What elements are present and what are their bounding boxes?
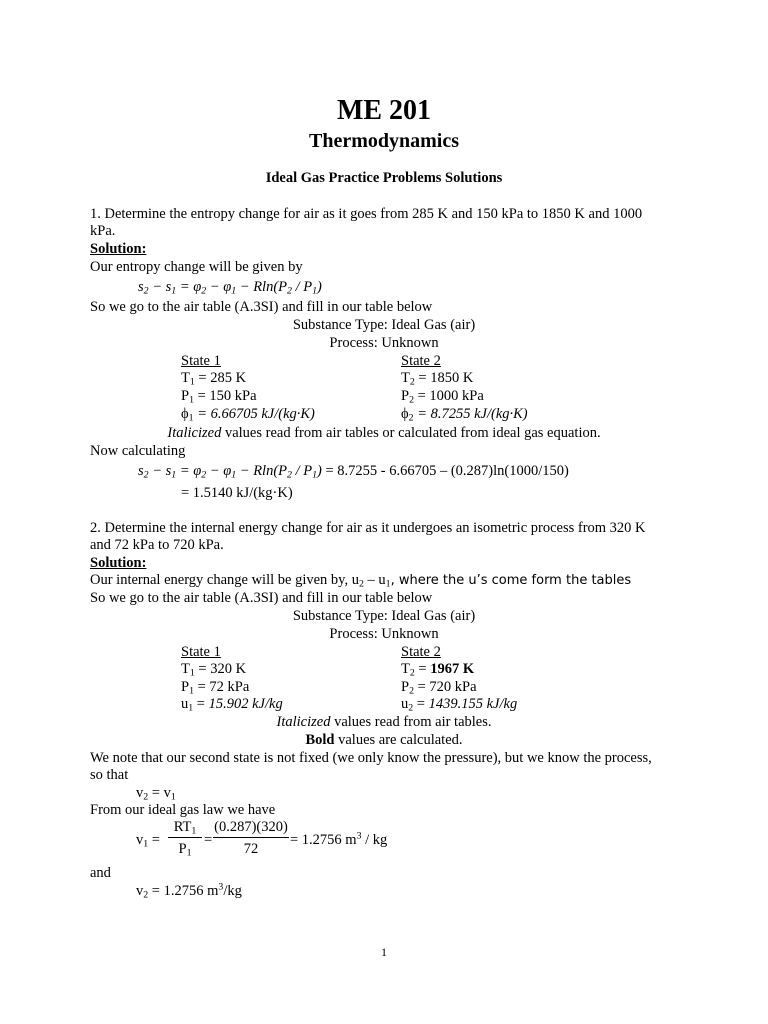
v1-equals: =	[204, 832, 213, 848]
problem1-process: Process: Unknown	[329, 335, 439, 351]
problem2-v2-equation: $v_2 = 1.2756$ $m^3/kg$	[136, 881, 242, 901]
problem1-table-intro: So we go to the air table (A.3SI) and fill in our table below	[90, 299, 433, 315]
course-title: ME 201	[336, 95, 432, 126]
v1-fraction-numeric: (0.287)(320) 72	[214, 819, 288, 857]
problem2-volume-equality: $v_2 = v_1$	[136, 785, 176, 803]
problem2-state2-temperature: $T_2 = 1967$ K	[401, 661, 475, 679]
problem2-state2-internal-energy: $u_2 = 1439.155$ kJ/kg	[401, 696, 518, 714]
v1-result: = 1.2756 $m^3$ / kg	[290, 830, 388, 848]
problem2-note-line2: so that	[90, 767, 129, 783]
problem2-solution-label: Solution:	[90, 555, 147, 571]
problem2-table-intro: So we go to the air table (A.3SI) and fill in our table below	[90, 590, 433, 606]
problem1-intro: Our entropy change will be given by	[90, 259, 303, 275]
problem1-substance-type: Substance Type: Ideal Gas (air)	[292, 317, 476, 333]
v1-fraction-symbolic: $RT_1$ $P_1$	[168, 820, 202, 856]
problem2-state2-pressure: $P_2 = 720$ kPa	[401, 679, 477, 697]
document-title: Ideal Gas Practice Problems Solutions	[265, 170, 503, 186]
problem2-statement-line1: 2. Determine the internal energy change for air as it undergoes an isometric process from 320 K	[90, 520, 646, 536]
problem1-state2-pressure: $P_2 = 1000$ kPa	[401, 388, 484, 406]
problem2-substance-type: Substance Type: Ideal Gas (air)	[292, 608, 476, 624]
v1-lhs: $v_1$ =	[136, 832, 160, 850]
problem2-process: Process: Unknown	[329, 626, 439, 642]
problem1-state2-temperature: $T_2 = 1850$ K	[401, 370, 474, 388]
problem1-state1-heading: State 1	[181, 353, 221, 369]
page-number: 1	[381, 945, 387, 959]
problem2-intro: Our internal energy change will be given by, $u_2 - u_1$, where the u’s come form the tables	[90, 572, 632, 590]
problem2-bold-note: Bold values are calculated.	[305, 732, 463, 748]
problem2-state1-heading: State 1	[181, 644, 221, 660]
problem2-state1-internal-energy: $u_1 = 15.902$ kJ/kg	[181, 696, 283, 714]
problem1-italic-note: Italicized values read from air tables or calculated from ideal gas equation.	[167, 425, 601, 441]
problem1-solution-label: Solution:	[90, 241, 147, 257]
problem2-state1-temperature: $T_1 = 320$ K	[181, 661, 247, 679]
problem1-state2-heading: State 2	[401, 353, 441, 369]
problem2-ideal-gas-intro: From our ideal gas law we have	[90, 802, 276, 818]
problem2-italic-note: Italicized values read from air tables.	[276, 714, 492, 730]
problem1-state1-temperature: $T_1 = 285$ K	[181, 370, 247, 388]
problem2-state1-pressure: $P_1 = 72$ kPa	[181, 679, 250, 697]
problem2-and: and	[90, 865, 111, 881]
subject-title: Thermodynamics	[309, 130, 459, 152]
problem2-state2-heading: State 2	[401, 644, 441, 660]
problem2-note-line1: We note that our second state is not fixed (we only know the pressure), but we know the process,	[90, 750, 652, 766]
problem1-result: = 1.5140 kJ/(kg·K)	[181, 485, 293, 501]
problem1-entropy-formula: $s_2 - s_1 = \varphi_2 - \varphi_1 - Rln(P_2 / P_1)$	[138, 279, 322, 297]
problem1-state1-pressure: $P_1 = 150$ kPa	[181, 388, 257, 406]
problem1-statement-line2: kPa.	[90, 223, 116, 239]
problem2-statement-line2: and 72 kPa to 720 kPa.	[90, 537, 224, 553]
problem1-state2-phi: $\phi_2 = 8.7255$ kJ/(kg·K)	[401, 406, 528, 424]
problem1-statement-line1: 1. Determine the entropy change for air as it goes from 285 K and 150 kPa to 1850 K and 1000	[90, 206, 643, 222]
problem1-now-calculating: Now calculating	[90, 443, 186, 459]
problem1-calculation: $s_2 - s_1 = \varphi_2 - \varphi_1 - Rln(P_2 / P_1) = 8.7255 - 6.66705 - (0.287)\ln(1000/150)$	[138, 463, 569, 481]
problem1-state1-phi: $\phi_1 = 6.66705$ kJ/(kg·K)	[181, 406, 315, 424]
